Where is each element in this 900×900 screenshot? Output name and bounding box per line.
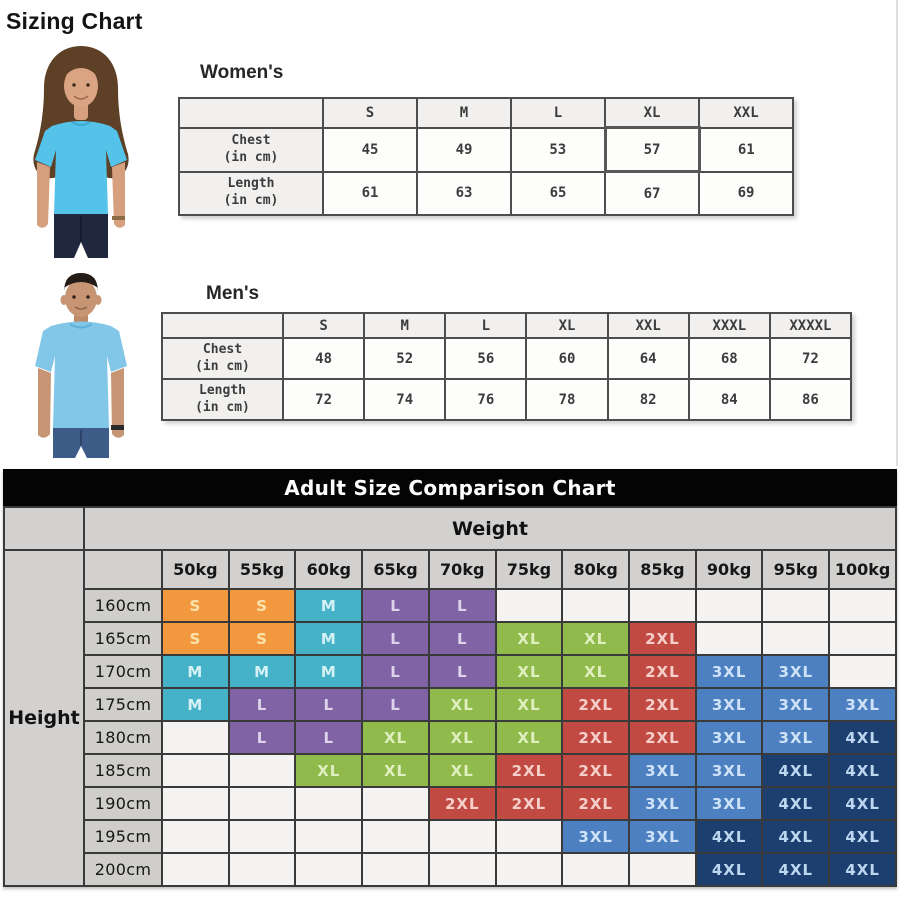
empty-grid-cell — [162, 754, 229, 787]
empty-grid-cell — [829, 622, 896, 655]
size-grid-cell: M — [162, 655, 229, 688]
size-column-header: XL — [605, 98, 699, 128]
measurement-value-cell: 64 — [608, 338, 689, 379]
weight-column-header: 90kg — [696, 550, 763, 589]
mens-size-table — [161, 312, 852, 421]
size-table-corner — [179, 98, 323, 128]
size-grid-cell: 3XL — [829, 688, 896, 721]
size-grid-cell: 3XL — [562, 820, 629, 853]
size-grid-cell: 4XL — [696, 853, 763, 886]
size-table-body — [179, 128, 793, 216]
empty-grid-cell — [162, 820, 229, 853]
size-grid-cell: XL — [496, 688, 563, 721]
size-grid-cell: 3XL — [762, 688, 829, 721]
comparison-row — [4, 688, 896, 721]
empty-grid-cell — [562, 853, 629, 886]
comparison-chart-title: Adult Size Comparison Chart — [3, 469, 897, 506]
size-table-header-row — [179, 98, 793, 128]
weight-column-header: 60kg — [295, 550, 362, 589]
measurement-value-cell: 48 — [283, 338, 364, 379]
size-column-header: XL — [526, 313, 607, 338]
size-table-header-row — [162, 313, 851, 338]
measurement-value-cell: 84 — [689, 379, 770, 420]
size-grid-cell: XL — [562, 622, 629, 655]
size-grid-cell: 3XL — [629, 754, 696, 787]
womens-size-table — [178, 97, 794, 216]
size-grid-cell: 4XL — [762, 787, 829, 820]
weight-column-header: 75kg — [496, 550, 563, 589]
man-model-photo — [6, 262, 156, 463]
empty-grid-cell — [295, 787, 362, 820]
measurement-value-cell: 72 — [283, 379, 364, 420]
size-grid-cell: S — [229, 622, 296, 655]
height-row-header: 195cm — [84, 820, 162, 853]
size-grid-cell: XL — [496, 721, 563, 754]
adult-size-comparison-chart — [3, 469, 897, 887]
size-table-head — [179, 98, 793, 128]
measurement-value-cell: 61 — [323, 172, 417, 216]
measurement-value-cell: 69 — [699, 172, 793, 216]
measurement-unit: (in cm) — [223, 149, 279, 165]
measurement-value-cell: 78 — [526, 379, 607, 420]
empty-grid-cell — [696, 589, 763, 622]
height-row-header: 170cm — [84, 655, 162, 688]
empty-grid-cell — [829, 655, 896, 688]
measurement-unit: (in cm) — [223, 193, 279, 209]
weight-axis-row — [4, 507, 896, 550]
size-grid-cell: 2XL — [562, 754, 629, 787]
size-grid-cell: M — [295, 655, 362, 688]
comparison-row — [4, 622, 896, 655]
measurement-value-cell: 45 — [323, 128, 417, 172]
comparison-body — [4, 507, 896, 886]
height-axis-label: Height — [4, 550, 84, 886]
size-grid-cell: 4XL — [762, 754, 829, 787]
measurement-value-cell: 56 — [445, 338, 526, 379]
size-grid-cell: L — [429, 589, 496, 622]
height-row-header: 160cm — [84, 589, 162, 622]
empty-grid-cell — [429, 820, 496, 853]
height-row-header: 190cm — [84, 787, 162, 820]
size-grid-cell: L — [362, 589, 429, 622]
size-grid-cell: 2XL — [496, 787, 563, 820]
comparison-row — [4, 754, 896, 787]
weight-column-header: 50kg — [162, 550, 229, 589]
size-grid-cell: 4XL — [829, 787, 896, 820]
height-row-header: 185cm — [84, 754, 162, 787]
size-grid-cell: L — [429, 655, 496, 688]
weight-column-header: 80kg — [562, 550, 629, 589]
size-grid-cell: XL — [562, 655, 629, 688]
weight-column-header: 85kg — [629, 550, 696, 589]
empty-grid-cell — [629, 853, 696, 886]
size-grid-cell: 3XL — [762, 721, 829, 754]
measurement-row — [179, 128, 793, 172]
comparison-row — [4, 589, 896, 622]
womens-section-label: Women's — [200, 62, 284, 83]
weight-column-header: 70kg — [429, 550, 496, 589]
measurement-row — [162, 379, 851, 420]
size-column-header: S — [283, 313, 364, 338]
size-table-head — [162, 313, 851, 338]
size-grid-cell: L — [362, 688, 429, 721]
size-grid-cell: XL — [295, 754, 362, 787]
size-grid-cell: L — [362, 655, 429, 688]
comparison-row — [4, 721, 896, 754]
size-grid-cell: M — [162, 688, 229, 721]
size-grid-cell: 3XL — [696, 754, 763, 787]
size-column-header: XXL — [608, 313, 689, 338]
empty-grid-cell — [496, 589, 563, 622]
size-grid-cell: XL — [429, 688, 496, 721]
measurement-value-cell: 60 — [526, 338, 607, 379]
woman-illustration — [6, 36, 156, 258]
size-grid-cell: XL — [362, 721, 429, 754]
size-column-header: L — [511, 98, 605, 128]
size-grid-cell: 4XL — [762, 820, 829, 853]
measurement-row — [162, 338, 851, 379]
size-grid-cell: L — [295, 688, 362, 721]
size-grid-cell: XL — [496, 622, 563, 655]
measurement-value-cell: 52 — [364, 338, 445, 379]
empty-grid-cell — [629, 589, 696, 622]
comparison-row — [4, 655, 896, 688]
size-table-body — [162, 338, 851, 420]
height-row-header: 200cm — [84, 853, 162, 886]
size-grid-cell: L — [362, 622, 429, 655]
measurement-value-cell: 86 — [770, 379, 851, 420]
size-grid-cell: 3XL — [629, 787, 696, 820]
empty-grid-cell — [162, 853, 229, 886]
size-grid-cell: XL — [362, 754, 429, 787]
measurement-name: Chest — [231, 132, 271, 148]
size-grid-cell: 2XL — [629, 655, 696, 688]
measurement-value-cell: 68 — [689, 338, 770, 379]
size-grid-cell: 3XL — [762, 655, 829, 688]
woman-model-photo — [6, 36, 156, 263]
image-right-edge — [896, 0, 898, 466]
comparison-corner — [4, 507, 84, 550]
measurement-row-label — [162, 379, 283, 420]
empty-grid-cell — [496, 820, 563, 853]
size-grid-cell: S — [162, 622, 229, 655]
size-grid-cell: 3XL — [696, 655, 763, 688]
size-grid-cell: 2XL — [429, 787, 496, 820]
size-grid-cell: 4XL — [829, 754, 896, 787]
empty-grid-cell — [362, 787, 429, 820]
empty-grid-cell — [162, 721, 229, 754]
empty-grid-cell — [762, 622, 829, 655]
size-grid-cell: 4XL — [762, 853, 829, 886]
empty-grid-cell — [362, 853, 429, 886]
weight-axis-label: Weight — [84, 507, 896, 550]
size-grid-cell: XL — [496, 655, 563, 688]
measurement-value-cell: 61 — [699, 128, 793, 172]
measurement-row — [179, 172, 793, 216]
page-title: Sizing Chart — [6, 8, 143, 34]
size-grid-cell: 2XL — [629, 721, 696, 754]
size-grid-cell: 2XL — [562, 688, 629, 721]
weight-column-header: 55kg — [229, 550, 296, 589]
size-grid-cell: 3XL — [629, 820, 696, 853]
size-grid-cell: 2XL — [629, 688, 696, 721]
size-column-header: XXL — [699, 98, 793, 128]
empty-grid-cell — [229, 787, 296, 820]
empty-grid-cell — [429, 853, 496, 886]
measurement-value-cell: 63 — [417, 172, 511, 216]
measurement-value-cell: 82 — [608, 379, 689, 420]
mens-section-label: Men's — [206, 283, 260, 304]
empty-grid-cell — [295, 820, 362, 853]
comparison-row — [4, 853, 896, 886]
measurement-value-cell: 53 — [511, 128, 605, 172]
empty-grid-cell — [229, 820, 296, 853]
measurement-name: Length — [199, 382, 246, 398]
height-row-header: 165cm — [84, 622, 162, 655]
size-grid-cell: 4XL — [829, 853, 896, 886]
size-column-header: S — [323, 98, 417, 128]
size-grid-cell: L — [429, 622, 496, 655]
size-grid-cell: S — [162, 589, 229, 622]
size-grid-cell: XL — [429, 754, 496, 787]
highlighted-measurement-cell: 57 — [605, 128, 699, 172]
size-grid-cell: 4XL — [696, 820, 763, 853]
size-column-header: M — [417, 98, 511, 128]
size-table-corner — [162, 313, 283, 338]
empty-grid-cell — [696, 622, 763, 655]
size-grid-cell: 2XL — [496, 754, 563, 787]
weight-header-blank — [84, 550, 162, 589]
size-grid-cell: 4XL — [829, 820, 896, 853]
measurement-unit: (in cm) — [195, 399, 250, 415]
measurement-row-label — [162, 338, 283, 379]
size-grid-cell: M — [229, 655, 296, 688]
weight-header-row — [4, 550, 896, 589]
empty-grid-cell — [829, 589, 896, 622]
size-column-header: XXXL — [689, 313, 770, 338]
height-row-header: 175cm — [84, 688, 162, 721]
measurement-value-cell: 67 — [605, 172, 699, 216]
empty-grid-cell — [762, 589, 829, 622]
measurement-value-cell: 72 — [770, 338, 851, 379]
size-grid-cell: 2XL — [629, 622, 696, 655]
empty-grid-cell — [162, 787, 229, 820]
weight-column-header: 100kg — [829, 550, 896, 589]
size-grid-cell: L — [229, 688, 296, 721]
measurement-row-label — [179, 172, 323, 216]
measurement-name: Length — [227, 176, 275, 192]
weight-column-header: 65kg — [362, 550, 429, 589]
measurement-name: Chest — [202, 341, 243, 357]
size-grid-cell: M — [295, 622, 362, 655]
empty-grid-cell — [229, 754, 296, 787]
man-illustration — [6, 262, 156, 458]
size-grid-cell: L — [295, 721, 362, 754]
size-grid-cell: XL — [429, 721, 496, 754]
measurement-unit: (in cm) — [195, 358, 250, 374]
size-grid-cell: 2XL — [562, 787, 629, 820]
weight-column-header: 95kg — [762, 550, 829, 589]
size-column-header: XXXXL — [770, 313, 851, 338]
comparison-row — [4, 787, 896, 820]
size-grid-cell: 2XL — [562, 721, 629, 754]
comparison-table — [3, 506, 897, 887]
measurement-value-cell: 49 — [417, 128, 511, 172]
empty-grid-cell — [229, 853, 296, 886]
size-grid-cell: 4XL — [829, 721, 896, 754]
empty-grid-cell — [562, 589, 629, 622]
size-column-header: M — [364, 313, 445, 338]
size-column-header: L — [445, 313, 526, 338]
size-grid-cell: M — [295, 589, 362, 622]
empty-grid-cell — [362, 820, 429, 853]
measurement-value-cell: 74 — [364, 379, 445, 420]
empty-grid-cell — [295, 853, 362, 886]
measurement-row-label — [179, 128, 323, 172]
size-grid-cell: 3XL — [696, 688, 763, 721]
height-row-header: 180cm — [84, 721, 162, 754]
size-grid-cell: L — [229, 721, 296, 754]
size-grid-cell: 3XL — [696, 721, 763, 754]
empty-grid-cell — [496, 853, 563, 886]
size-grid-cell: S — [229, 589, 296, 622]
measurement-value-cell: 76 — [445, 379, 526, 420]
size-grid-cell: 3XL — [696, 787, 763, 820]
comparison-row — [4, 820, 896, 853]
measurement-value-cell: 65 — [511, 172, 605, 216]
